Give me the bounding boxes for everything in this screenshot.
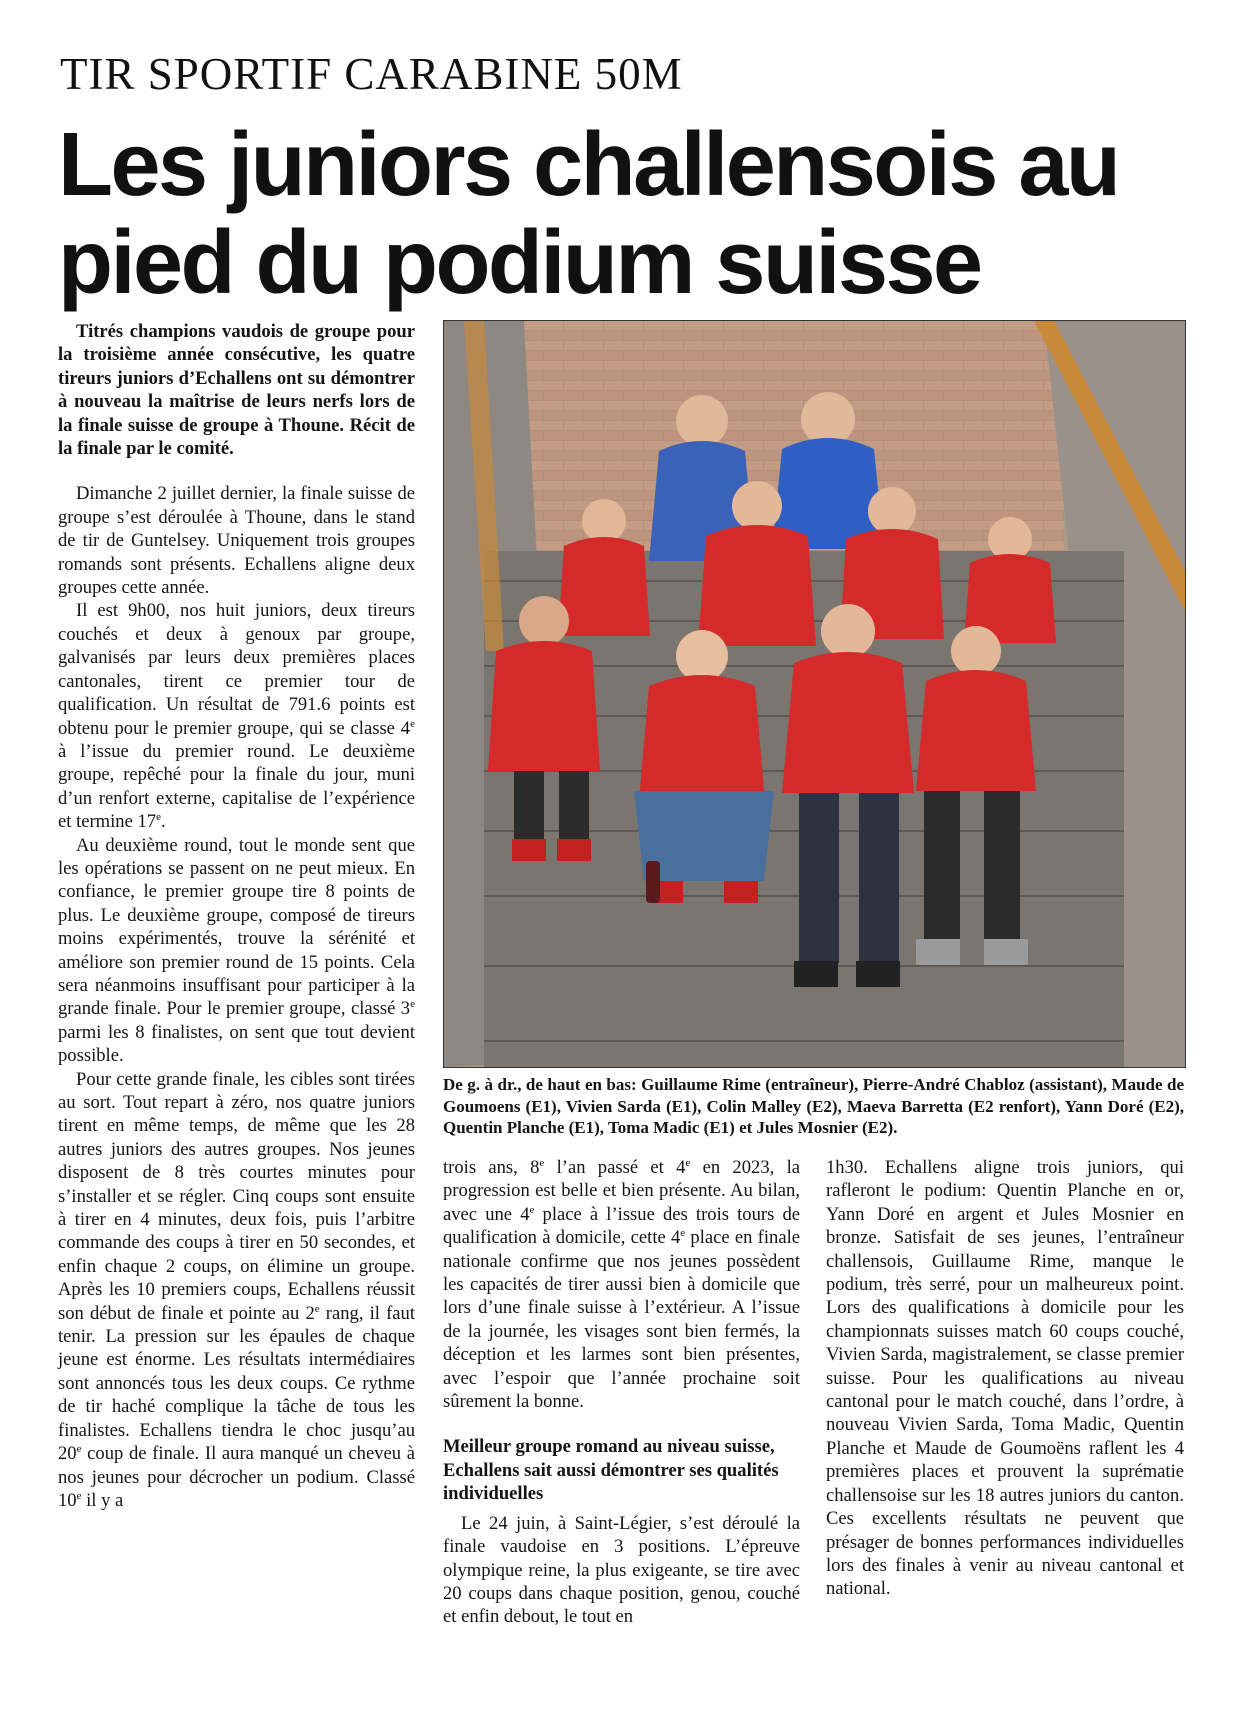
article-lead: Titrés champions vaudois de groupe pour la troisième année consécutive, les quatre tireurs juniors d’Echallens ont su démontrer à nouveau la maîtrise de leurs nerfs lors de la finale suisse de groupe à Thoune. Récit de la finale par le comité. [58,321,415,460]
paragraph: 1h30. Echallens aligne trois juniors, qui rafleront le podium: Quentin Planche en or, Yann Doré en argent et Jules Mosnier en bronze. Satisfait de ses jeunes, l’entraîneur challensois, Guillaume Rime, manque le podium, très serré, pour un malheureux point. Lors des qualifications à domicile pour les championnats suisses match 60 coups couché, Vivien Sarda, magistralement, se classe premier suisse. Pour les qualifications au niveau cantonal pour le match couché, dans l’ordre, à nouveau Vivien Sarda, Toma Madic, Quentin Planche et Maude de Goumoëns raflent les 4 premières places et prouvent la suprématie challensoise sur les 18 autres juniors du canton. Ces excellents résultats ne peuvent que présager de bonnes performances individuelles lors des finales à venir au niveau cantonal et national. [826,1157,1184,1600]
article-column-1 [58,320,415,1512]
paragraph: Le 24 juin, à Saint-Légier, s’est déroulé la finale vaudoise en 3 positions. L’épreuve olympique reine, la plus exigeante, se tire avec 20 coups dans chaque position, genou, couché et enfin debout, le tout en [443,1512,800,1628]
paragraph: Pour cette grande finale, les cibles sont tirées au sort. Tout repart à zéro, nos quatre juniors tirent en même temps, de même que les 28 autres juniors des autres groupes. Nos jeunes disposent de 8 très courtes minutes pour s’installer et se régler. Cinq coups sont ensuite à tirer en 4 minutes, deux fois, puis l’arbitre commande des coups à tirer en 50 secondes, et enfin chaque 2 coups, on élimine un groupe. Après les 10 premiers coups, Echallens réussit son début de finale et pointe au 2e rang, il faut tenir. La pression sur les épaules de chaque jeune est énorme. Les résultats intermédiaires sont annoncés tous les deux coups. Ce rythme de tir haché complique la tâche de tous les finalistes. Echallens tiendra le choc jusqu’au 20e coup de finale. Il aura manqué un cheveu à nos jeunes pour décrocher un podium. Classé 10e il y a [58,1068,416,1511]
paragraph: Il est 9h00, nos huit juniors, deux tireurs couchés et deux à genoux par groupe, galvanisés par leurs deux premières places cantonales, tirent ce premier tour de qualification. Un résultat de 791.6 points est obtenu pour le premier groupe, qui se classe 4e à l’issue du premier round. Le deuxième groupe, repêché pour la finale du jour, muni d’un renfort externe, capitalise de l’expérience et termine 17e. [58,600,415,833]
article-subhead: Meilleur groupe romand au niveau suisse, Echallens sait aussi démontrer ses qualités individuelles [443,1436,779,1505]
paragraph: Au deuxième round, tout le monde sent que les opérations se passent on ne peut mieux. En confiance, le premier groupe tire 8 points de plus. Le deuxième groupe, composé de tireurs moins expérimentés, trouve la sérénité et améliore son premier round de 15 points. Cela sera néanmoins insuffisant pour participer à la grande finale. Pour le premier groupe, classé 3e parmi les 8 finalistes, on sent que tout devient possible. [58,834,415,1067]
team-photo [443,320,1186,1068]
article-headline: Les juniors challensois au pied du podium suisse [58,115,1119,313]
paragraph: Dimanche 2 juillet dernier, la finale suisse de groupe s’est déroulée à Thoune, dans le stand de tir de Guntelsey. Uniquement trois groupes romands sont présents. Echallens aligne deux groupes cette année. [58,483,415,599]
article-kicker: TIR SPORTIF CARABINE 50M [60,49,683,99]
article-column-2 [443,1156,800,1629]
photo-caption: De g. à dr., de haut en bas: Guillaume Rime (entraîneur), Pierre-André Chabloz (assistant), Maude de Goumoens (E1), Vivien Sarda (E1), Colin Malley (E2), Maeva Barretta (E2 renfort), Yann Doré (E2), Quentin Planche (E1), Toma Madic (E1) et Jules Mosnier (E2). [443,1075,1184,1137]
article-column-3 [826,1156,1184,1601]
paragraph: trois ans, 8e l’an passé et 4e en 2023, la progression est belle et bien présente. Au bilan, avec une 4e place à l’issue des trois tours de qualification à domicile, cette 4e place en finale nationale confirme que nos jeunes possèdent les capacités de tirer aussi bien à domicile que lors d’une finale suisse à l’extérieur. A l’issue de la journée, les visages sont bien fermés, la déception et les larmes sont bien présentes, avec l’espoir que l’année prochaine soit sûrement la bonne. [443,1156,801,1413]
